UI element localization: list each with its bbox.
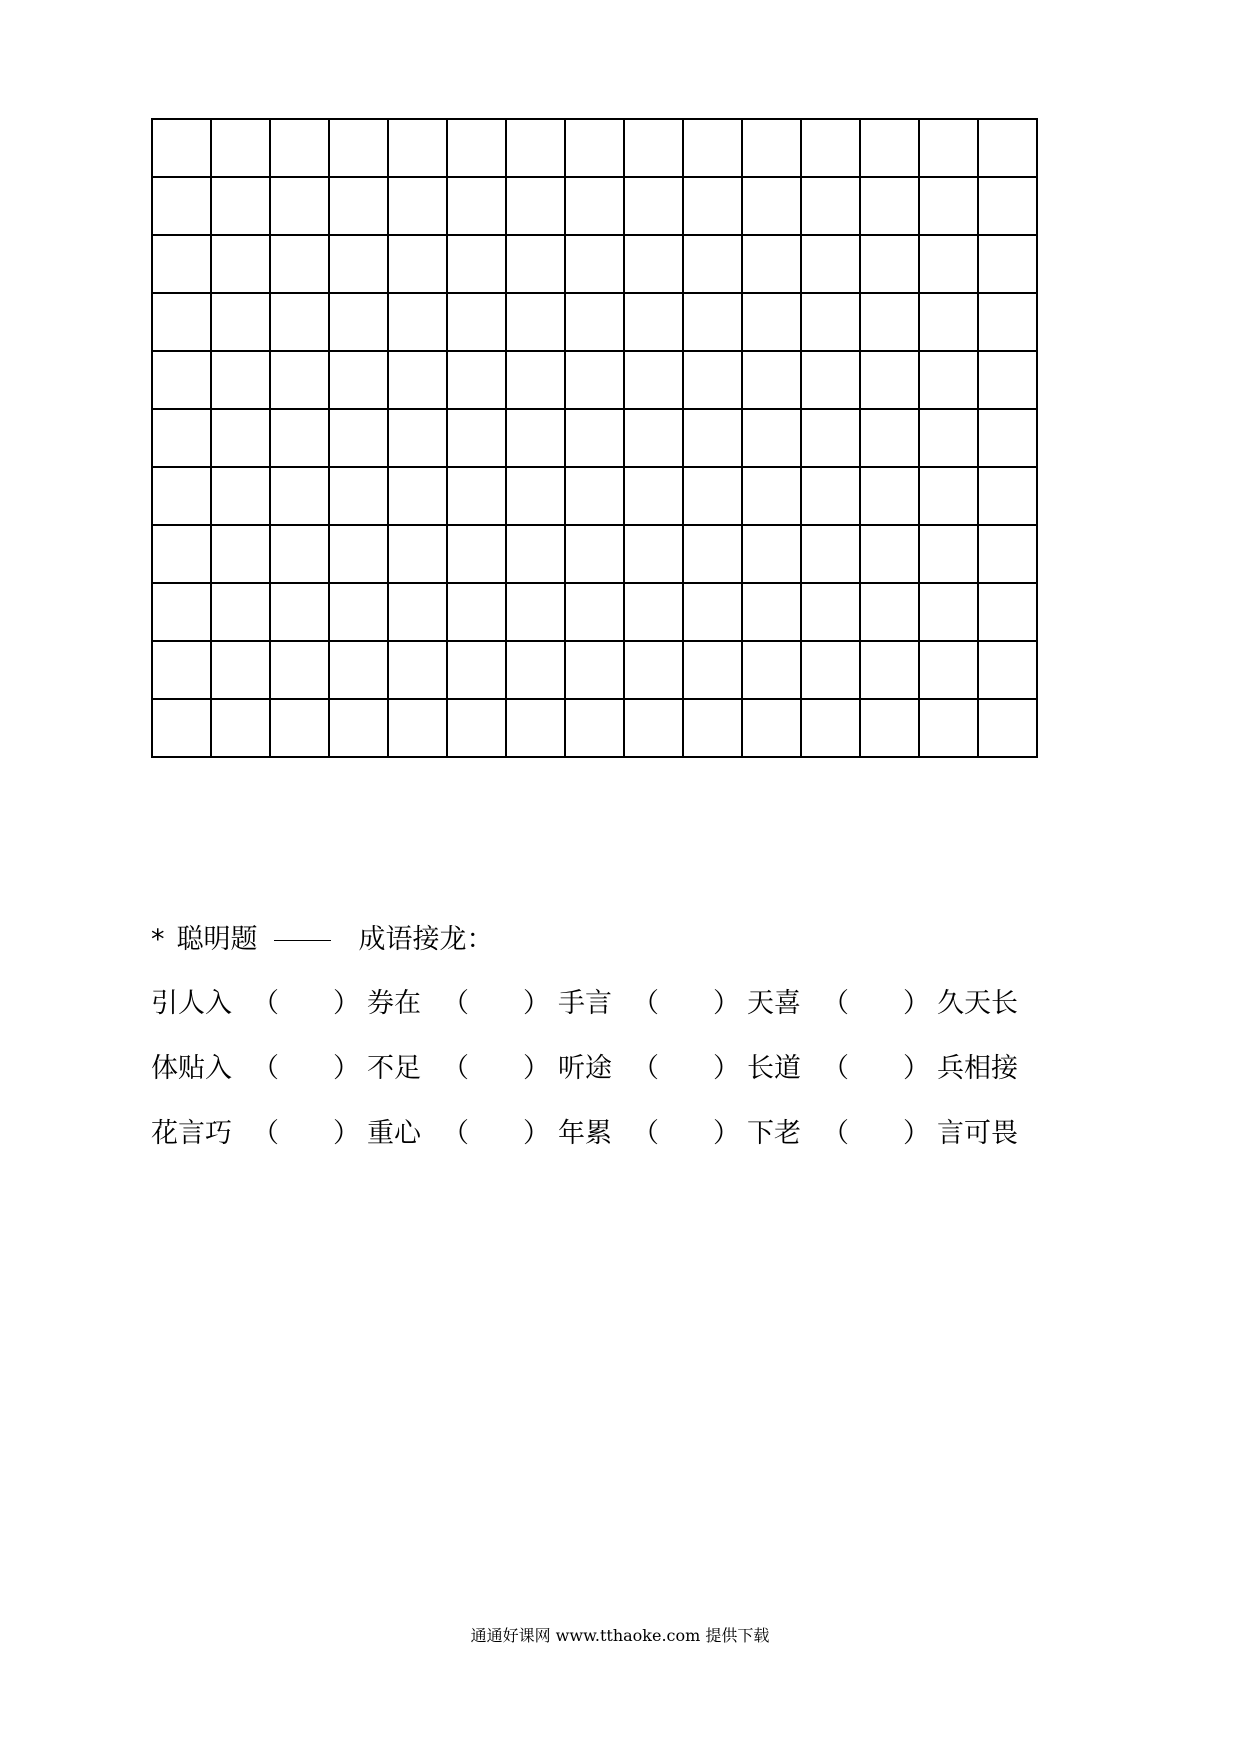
grid-cell[interactable]	[565, 525, 624, 583]
blank-open-paren: （	[252, 1118, 279, 1149]
grid-cell[interactable]	[506, 409, 565, 467]
grid-cell[interactable]	[388, 293, 447, 351]
grid-cell[interactable]	[683, 467, 742, 525]
grid-cell[interactable]	[978, 409, 1037, 467]
grid-cell[interactable]	[329, 293, 388, 351]
grid-cell[interactable]	[447, 235, 506, 293]
grid-cell[interactable]	[211, 467, 270, 525]
blank-open-paren: （	[632, 988, 659, 1019]
idiom-fragment: 重心	[367, 1118, 421, 1149]
grid-cell[interactable]	[447, 177, 506, 235]
grid-cell[interactable]	[978, 699, 1037, 757]
grid-cell[interactable]	[624, 699, 683, 757]
blank-open-paren: （	[252, 1053, 279, 1084]
grid-cell[interactable]	[978, 583, 1037, 641]
grid-cell[interactable]	[152, 293, 211, 351]
grid-cell[interactable]	[447, 583, 506, 641]
idiom-fragment: 久天长	[937, 988, 1018, 1019]
blank-open-paren: （	[632, 1053, 659, 1084]
grid-cell[interactable]	[447, 409, 506, 467]
grid-cell[interactable]	[270, 177, 329, 235]
grid-cell[interactable]	[742, 699, 801, 757]
grid-row	[152, 177, 1037, 235]
grid-row	[152, 409, 1037, 467]
grid-cell[interactable]	[270, 235, 329, 293]
grid-cell[interactable]	[565, 351, 624, 409]
grid-cell[interactable]	[388, 583, 447, 641]
grid-cell[interactable]	[152, 351, 211, 409]
grid-cell[interactable]	[978, 119, 1037, 177]
grid-row	[152, 525, 1037, 583]
section-subtitle: 成语接龙：	[358, 924, 494, 955]
grid-cell[interactable]	[860, 177, 919, 235]
grid-cell[interactable]	[211, 409, 270, 467]
grid-cell[interactable]	[860, 119, 919, 177]
grid-cell[interactable]	[388, 351, 447, 409]
grid-cell[interactable]	[624, 351, 683, 409]
grid-cell[interactable]	[152, 119, 211, 177]
grid-row	[152, 699, 1037, 757]
grid-cell[interactable]	[978, 293, 1037, 351]
grid-cell[interactable]	[860, 583, 919, 641]
idiom-fragment: 下老	[747, 1118, 801, 1149]
grid-cell[interactable]	[506, 467, 565, 525]
grid-cell[interactable]	[447, 119, 506, 177]
grid-cell[interactable]	[801, 699, 860, 757]
idiom-fragment: 体贴入	[151, 1053, 232, 1084]
grid-cell[interactable]	[801, 293, 860, 351]
grid-cell[interactable]	[978, 177, 1037, 235]
grid-cell[interactable]	[801, 409, 860, 467]
grid-cell[interactable]	[860, 641, 919, 699]
grid-cell[interactable]	[565, 177, 624, 235]
idiom-fragment: 手言	[558, 988, 612, 1019]
grid-cell[interactable]	[388, 641, 447, 699]
grid-cell[interactable]	[506, 351, 565, 409]
grid-row	[152, 235, 1037, 293]
grid-cell[interactable]	[152, 235, 211, 293]
grid-cell[interactable]	[211, 177, 270, 235]
grid-cell[interactable]	[742, 409, 801, 467]
grid-cell[interactable]	[270, 699, 329, 757]
idiom-fragment: 不足	[367, 1053, 421, 1084]
grid-cell[interactable]	[447, 641, 506, 699]
idiom-fragment: 券在	[367, 988, 421, 1019]
idiom-fragment: 花言巧	[151, 1118, 232, 1149]
grid-cell[interactable]	[388, 525, 447, 583]
grid-cell[interactable]	[624, 409, 683, 467]
grid-cell[interactable]	[683, 641, 742, 699]
grid-cell[interactable]	[506, 177, 565, 235]
grid-cell[interactable]	[270, 641, 329, 699]
grid-cell[interactable]	[919, 119, 978, 177]
grid-cell[interactable]	[801, 641, 860, 699]
grid-cell[interactable]	[860, 235, 919, 293]
grid-cell[interactable]	[742, 235, 801, 293]
blank-open-paren: （	[632, 1118, 659, 1149]
grid-cell[interactable]	[329, 235, 388, 293]
grid-cell[interactable]	[801, 119, 860, 177]
blank-close-paren: ）	[713, 1053, 740, 1084]
blank-close-paren: ）	[903, 1118, 930, 1149]
grid-cell[interactable]	[742, 467, 801, 525]
grid-cell[interactable]	[506, 119, 565, 177]
blank-close-paren: ）	[333, 1118, 360, 1149]
grid-cell[interactable]	[624, 293, 683, 351]
grid-cell[interactable]	[624, 177, 683, 235]
grid-cell[interactable]	[683, 293, 742, 351]
idiom-fragment: 年累	[558, 1118, 612, 1149]
grid-cell[interactable]	[565, 583, 624, 641]
grid-cell[interactable]	[388, 467, 447, 525]
grid-cell[interactable]	[624, 119, 683, 177]
grid-cell[interactable]	[447, 351, 506, 409]
grid-cell[interactable]	[801, 351, 860, 409]
grid-cell[interactable]	[270, 525, 329, 583]
grid-cell[interactable]	[742, 177, 801, 235]
grid-cell[interactable]	[152, 641, 211, 699]
grid-cell[interactable]	[329, 119, 388, 177]
grid-row	[152, 583, 1037, 641]
section-title: 聪明题	[176, 924, 258, 955]
grid-cell[interactable]	[211, 351, 270, 409]
grid-cell[interactable]	[329, 525, 388, 583]
grid-cell[interactable]	[388, 235, 447, 293]
blank-close-paren: ）	[903, 988, 930, 1019]
grid-cell[interactable]	[919, 409, 978, 467]
grid-cell[interactable]	[211, 641, 270, 699]
grid-cell[interactable]	[152, 177, 211, 235]
grid-cell[interactable]	[683, 119, 742, 177]
section-heading	[151, 920, 494, 960]
grid-cell[interactable]	[742, 119, 801, 177]
grid-cell[interactable]	[152, 409, 211, 467]
grid-cell[interactable]	[801, 177, 860, 235]
grid-cell[interactable]	[801, 583, 860, 641]
grid-cell[interactable]	[388, 409, 447, 467]
grid-cell[interactable]	[506, 525, 565, 583]
grid-cell[interactable]	[388, 177, 447, 235]
grid-cell[interactable]	[211, 525, 270, 583]
grid-cell[interactable]	[860, 525, 919, 583]
grid-cell[interactable]	[211, 583, 270, 641]
blank-open-paren: （	[442, 1118, 469, 1149]
grid-cell[interactable]	[978, 641, 1037, 699]
grid-cell[interactable]	[447, 467, 506, 525]
grid-cell[interactable]	[683, 409, 742, 467]
grid-cell[interactable]	[860, 293, 919, 351]
blank-close-paren: ）	[333, 988, 360, 1019]
grid-cell[interactable]	[742, 583, 801, 641]
blank-open-paren: （	[822, 988, 849, 1019]
grid-cell[interactable]	[565, 235, 624, 293]
grid-cell[interactable]	[919, 525, 978, 583]
grid-row	[152, 119, 1037, 177]
grid-cell[interactable]	[860, 409, 919, 467]
idiom-fragment: 引人入	[151, 988, 232, 1019]
grid-cell[interactable]	[919, 583, 978, 641]
grid-cell[interactable]	[742, 641, 801, 699]
grid-cell[interactable]	[152, 467, 211, 525]
grid-cell[interactable]	[270, 351, 329, 409]
grid-cell[interactable]	[565, 641, 624, 699]
grid-cell[interactable]	[919, 699, 978, 757]
grid-cell[interactable]	[742, 293, 801, 351]
grid-cell[interactable]	[919, 235, 978, 293]
grid-cell[interactable]	[978, 235, 1037, 293]
grid-cell[interactable]	[565, 467, 624, 525]
grid-cell[interactable]	[565, 699, 624, 757]
grid-cell[interactable]	[683, 177, 742, 235]
blank-close-paren: ）	[713, 1118, 740, 1149]
grid-cell[interactable]	[447, 293, 506, 351]
grid-cell[interactable]	[270, 293, 329, 351]
grid-cell[interactable]	[683, 583, 742, 641]
blank-close-paren: ）	[523, 1118, 550, 1149]
grid-cell[interactable]	[801, 525, 860, 583]
grid-cell[interactable]	[329, 351, 388, 409]
writing-grid	[151, 118, 1038, 758]
grid-cell[interactable]	[506, 699, 565, 757]
grid-cell[interactable]	[624, 525, 683, 583]
page-footer: 通通好课网 www.tthaoke.com 提供下载	[470, 1626, 770, 1645]
blank-open-paren: （	[822, 1118, 849, 1149]
grid-cell[interactable]	[506, 641, 565, 699]
grid-cell[interactable]	[624, 235, 683, 293]
grid-cell[interactable]	[919, 177, 978, 235]
grid-cell[interactable]	[801, 235, 860, 293]
grid-cell[interactable]	[919, 467, 978, 525]
grid-cell[interactable]	[447, 699, 506, 757]
grid-cell[interactable]	[447, 525, 506, 583]
grid-cell[interactable]	[978, 351, 1037, 409]
grid-row	[152, 293, 1037, 351]
idiom-fragment: 天喜	[747, 988, 801, 1019]
grid-cell[interactable]	[683, 235, 742, 293]
grid-cell[interactable]	[860, 351, 919, 409]
grid-cell[interactable]	[388, 699, 447, 757]
grid-cell[interactable]	[919, 641, 978, 699]
grid-cell[interactable]	[624, 467, 683, 525]
blank-close-paren: ）	[523, 1053, 550, 1084]
idiom-fragment: 听途	[558, 1053, 612, 1084]
grid-cell[interactable]	[742, 525, 801, 583]
grid-cell[interactable]	[624, 583, 683, 641]
star-marker: *	[151, 924, 165, 955]
blank-open-paren: （	[822, 1053, 849, 1084]
grid-cell[interactable]	[506, 583, 565, 641]
grid-cell[interactable]	[211, 293, 270, 351]
blank-close-paren: ）	[333, 1053, 360, 1084]
blank-open-paren: （	[252, 988, 279, 1019]
grid-cell[interactable]	[329, 641, 388, 699]
grid-cell[interactable]	[919, 293, 978, 351]
grid-cell[interactable]	[683, 699, 742, 757]
grid-cell[interactable]	[152, 699, 211, 757]
grid-cell[interactable]	[565, 119, 624, 177]
grid-cell[interactable]	[270, 409, 329, 467]
grid-cell[interactable]	[683, 525, 742, 583]
blank-close-paren: ）	[713, 988, 740, 1019]
grid-cell[interactable]	[978, 525, 1037, 583]
grid-cell[interactable]	[270, 467, 329, 525]
grid-cell[interactable]	[919, 351, 978, 409]
grid-cell[interactable]	[329, 409, 388, 467]
idiom-fragment: 兵相接	[937, 1053, 1018, 1084]
dash-divider	[274, 940, 331, 941]
blank-close-paren: ）	[903, 1053, 930, 1084]
grid-cell[interactable]	[683, 351, 742, 409]
blank-open-paren: （	[442, 1053, 469, 1084]
grid-cell[interactable]	[329, 177, 388, 235]
grid-cell[interactable]	[860, 699, 919, 757]
blank-open-paren: （	[442, 988, 469, 1019]
grid-cell[interactable]	[742, 351, 801, 409]
grid-cell[interactable]	[565, 409, 624, 467]
grid-row	[152, 641, 1037, 699]
grid-cell[interactable]	[329, 583, 388, 641]
grid-cell[interactable]	[388, 119, 447, 177]
grid-cell[interactable]	[801, 467, 860, 525]
grid-cell[interactable]	[152, 583, 211, 641]
grid-cell[interactable]	[565, 293, 624, 351]
grid-cell[interactable]	[506, 235, 565, 293]
grid-cell[interactable]	[860, 467, 919, 525]
grid-cell[interactable]	[329, 467, 388, 525]
grid-cell[interactable]	[506, 293, 565, 351]
idiom-fragment: 言可畏	[937, 1118, 1018, 1149]
grid-cell[interactable]	[211, 699, 270, 757]
grid-cell[interactable]	[270, 119, 329, 177]
grid-cell[interactable]	[270, 583, 329, 641]
grid-row	[152, 467, 1037, 525]
grid-row	[152, 351, 1037, 409]
grid-cell[interactable]	[211, 235, 270, 293]
grid-cell[interactable]	[978, 467, 1037, 525]
grid-cell[interactable]	[211, 119, 270, 177]
grid-cell[interactable]	[329, 699, 388, 757]
grid-cell[interactable]	[152, 525, 211, 583]
grid-cell[interactable]	[624, 641, 683, 699]
idiom-fragment: 长道	[747, 1053, 801, 1084]
blank-close-paren: ）	[523, 988, 550, 1019]
